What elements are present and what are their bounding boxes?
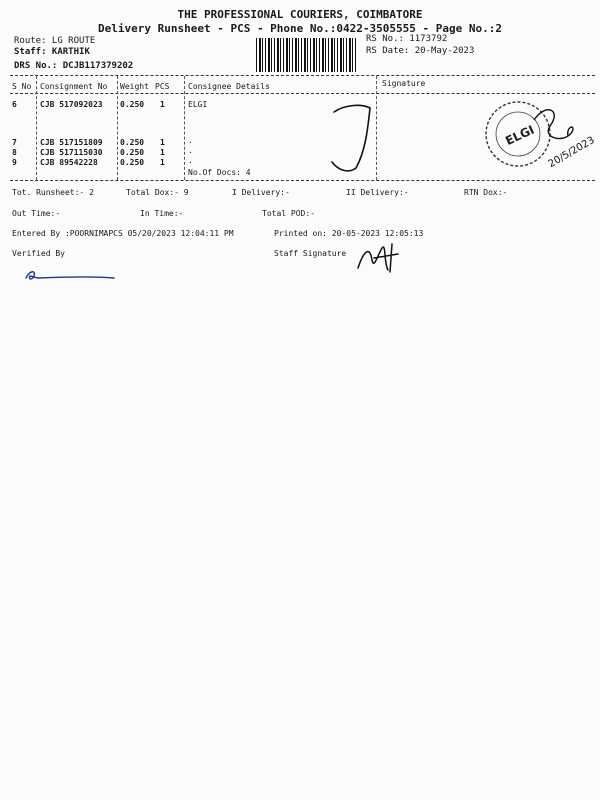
- table-row-consignee: .: [188, 146, 193, 155]
- rs-number: RS No.: 1173792: [366, 34, 448, 44]
- stamp-date: 20/5/2023: [546, 134, 597, 171]
- table-row-pcs: 1: [160, 138, 165, 147]
- printed-on: Printed on: 20-05-2023 12:05:13: [274, 229, 424, 238]
- tot-runsheet: Tot. Runsheet:- 2: [12, 188, 94, 197]
- verified-by: Verified By: [12, 249, 65, 258]
- table-row-pcs: 1: [160, 148, 165, 157]
- table-row-sno: 7: [12, 138, 17, 147]
- table-row-sno: 8: [12, 148, 17, 157]
- col-header-pcs: PCS: [155, 82, 170, 91]
- column-divider: [184, 76, 185, 180]
- ii-delivery: II Delivery:-: [346, 188, 409, 197]
- staff-signature: [352, 240, 402, 276]
- table-row-consignment: CJB 517092023: [40, 100, 103, 109]
- col-header-sno: S No: [12, 82, 32, 91]
- table-row-consignment: CJB 89542228: [40, 158, 98, 167]
- no-of-docs: No.Of Docs: 4: [188, 168, 251, 177]
- staff-label: Staff: KARTHIK: [14, 47, 90, 57]
- total-dox: Total Dox:- 9: [126, 188, 189, 197]
- table-row-consignee: ELGI: [188, 100, 208, 109]
- table-row-weight: 0.250: [120, 148, 145, 157]
- in-time: In Time:-: [140, 209, 184, 218]
- table-row-consignee: .: [188, 136, 193, 145]
- drs-number: DRS No.: DCJB117379202: [14, 61, 134, 71]
- entered-by: Entered By :POORNIMAPCS 05/20/2023 12:04:11 PM: [12, 229, 234, 238]
- table-bottom-rule: [10, 180, 595, 181]
- col-header-signature: Signature: [382, 79, 426, 88]
- col-header-consignment: Consignment No: [40, 82, 108, 91]
- out-time: Out Time:-: [12, 209, 61, 218]
- staff-signature-label: Staff Signature: [274, 249, 347, 258]
- table-row-consignment: CJB 517115030: [40, 148, 103, 157]
- column-divider: [117, 76, 118, 180]
- rs-date: RS Date: 20-May-2023: [366, 46, 475, 56]
- runsheet-subtitle: Delivery Runsheet - PCS - Phone No.:0422-3505555 - Page No.:2: [98, 22, 502, 35]
- table-top-rule: [10, 75, 595, 76]
- table-row-consignment: CJB 517151809: [40, 138, 103, 147]
- total-pod: Total POD:-: [262, 209, 315, 218]
- company-stamp: [476, 96, 600, 172]
- route-label: Route: LG ROUTE: [14, 36, 96, 46]
- i-delivery: I Delivery:-: [232, 188, 290, 197]
- table-row-sno: 6: [12, 100, 17, 109]
- company-title: THE PROFESSIONAL COURIERS, COIMBATORE: [177, 8, 423, 21]
- table-row-weight: 0.250: [120, 138, 145, 147]
- table-row-sno: 9: [12, 158, 17, 167]
- stamp-text: ELGI: [503, 122, 537, 149]
- handwritten-mark: [328, 100, 378, 176]
- verifier-signature: [22, 266, 118, 284]
- column-divider: [36, 76, 37, 180]
- table-row-pcs: 1: [160, 100, 165, 109]
- table-header-rule: [10, 93, 595, 94]
- col-header-weight: Weight: [120, 82, 149, 91]
- rtn-dox: RTN Dox:-: [464, 188, 508, 197]
- table-row-consignee: .: [188, 156, 193, 165]
- table-row-weight: 0.250: [120, 100, 145, 109]
- table-row-weight: 0.250: [120, 158, 145, 167]
- table-row-pcs: 1: [160, 158, 165, 167]
- barcode: [256, 38, 356, 72]
- col-header-consignee: Consignee Details: [188, 82, 270, 91]
